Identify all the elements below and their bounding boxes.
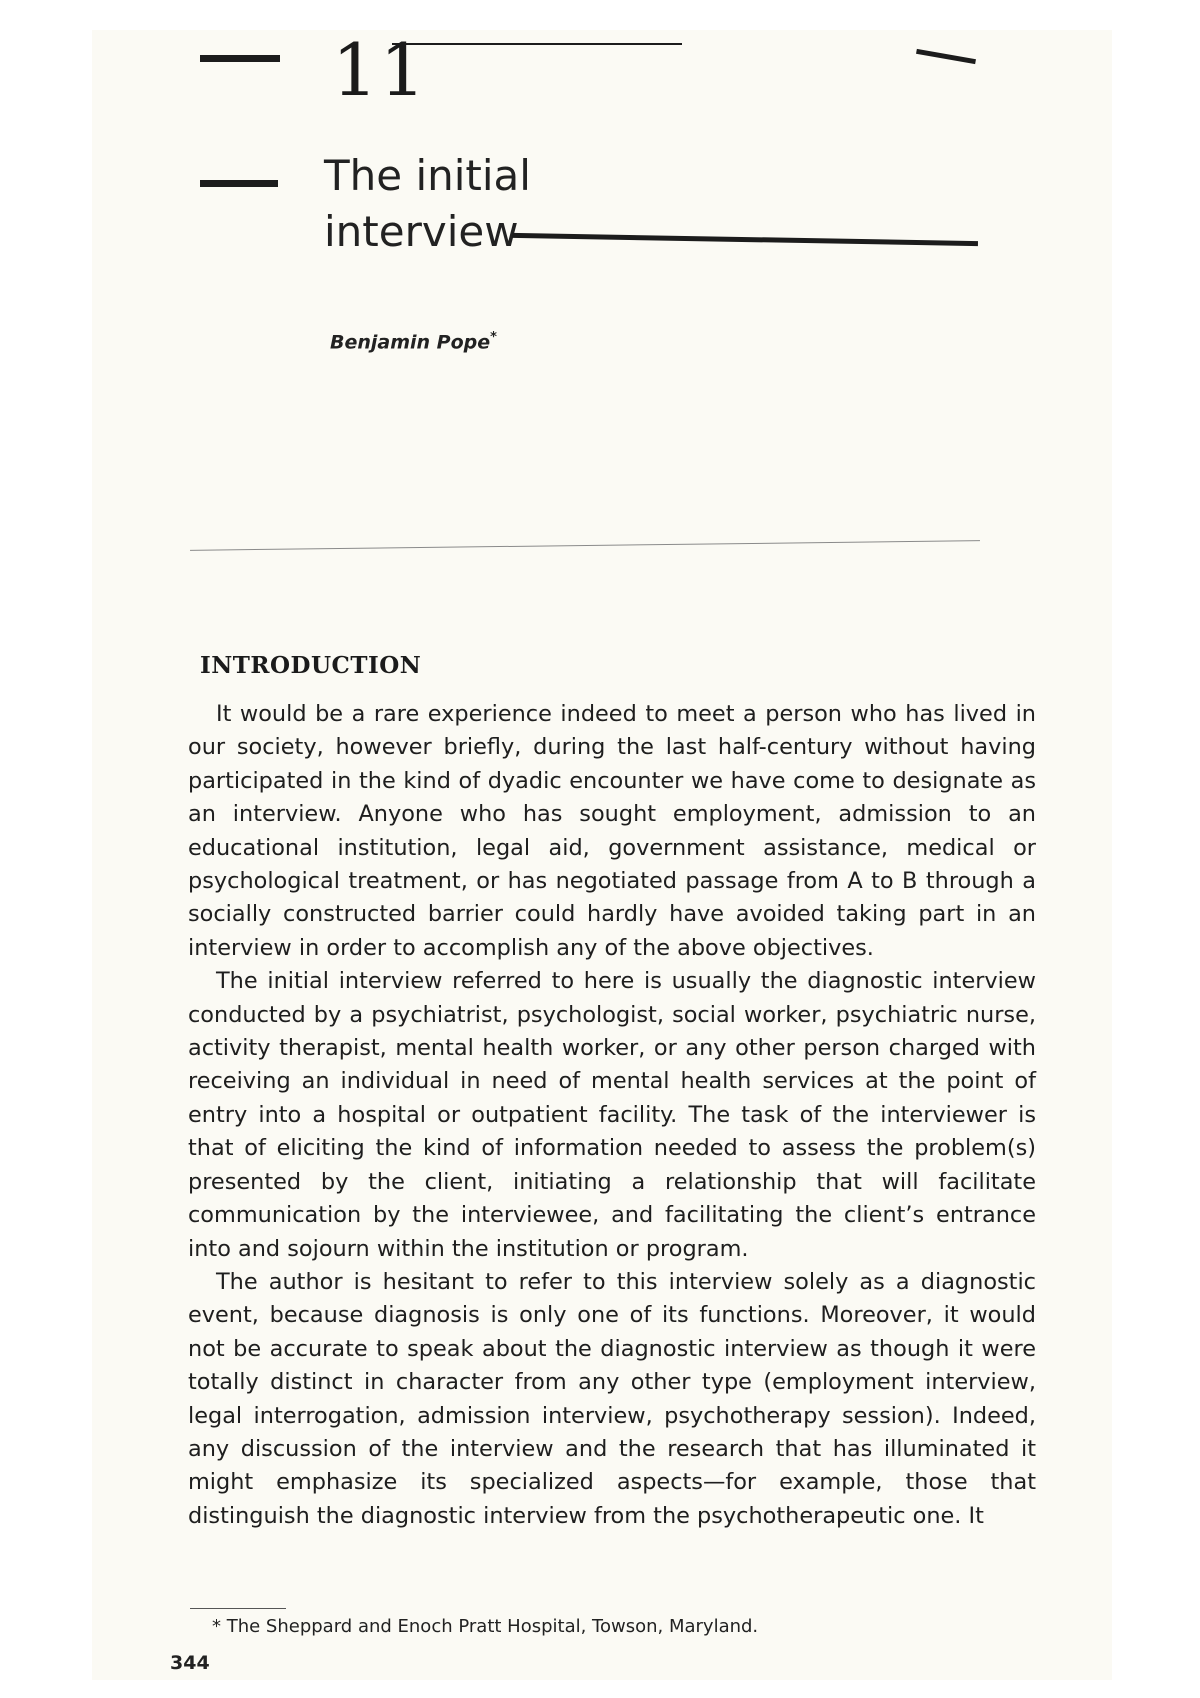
introduction-paragraph-2: The initial interview referred to here is usually the diagnostic interview conducted by a psychiatrist, psychologist, social worker, psychiatric nurse, activity therapist, mental health worker, or any other person charged with receiving an individual in need of mental health services at the point of entry into a hospital or outpatient facility. The task of the interviewer is that of eliciting the kind of information needed to assess the problem(s) presented by the client, initiating a relationship that will facilitate communication by the interviewee, and facilitating the client’s entrance into and sojourn within the institution or program. (188, 968, 1036, 1262)
chapter-title-rule-right (512, 233, 978, 246)
author-name (330, 330, 497, 353)
footnote-rule (190, 1608, 286, 1609)
chapter-title-rule-left (200, 180, 278, 187)
chapter-number: 11 (332, 28, 428, 112)
chapter-number-rule-right (392, 43, 682, 45)
author-name-text: Benjamin Pope (330, 331, 491, 354)
introduction-paragraph-3: The author is hesitant to refer to this interview solely as a diagnostic event, because diagnosis is only one of its functions. Moreover, it would not be accurate to speak about the diagnostic interview as though it were totally distinct in character from any other type (employment interview, legal interrogation, admission interview, psychotherapy session). Indeed, any discussion of the interview and the research that has illuminated it might emphasize its specialized aspects—for example, those that distinguish the diagnostic interview from the psychotherapeutic one. It (188, 1268, 1036, 1529)
introduction-heading: INTRODUCTION (200, 652, 422, 679)
chapter-title (324, 148, 531, 260)
chapter-corner-rule (916, 49, 976, 64)
section-divider (190, 540, 980, 551)
chapter-title-line-1: The initial (324, 151, 531, 200)
page-number: 344 (170, 1652, 210, 1674)
introduction-body (188, 698, 1036, 1533)
chapter-number-rule-left (200, 55, 280, 62)
book-page (92, 30, 1112, 1680)
introduction-paragraph-1: It would be a rare experience indeed to meet a person who has lived in our society, however briefly, during the last half-century without having participated in the kind of dyadic encounter we have come to designate as an interview. Anyone who has sought employment, admission to an educational institution, legal aid, government assistance, medical or psychological treatment, or has negotiated passage from A to B through a socially constructed barrier could hardly have avoided taking part in an interview in order to accomplish any of the above objectives. (188, 701, 1036, 961)
footnote: * The Sheppard and Enoch Pratt Hospital, Towson, Maryland. (212, 1616, 759, 1637)
chapter-title-line-2: interview (324, 207, 519, 256)
author-footnote-mark: * (490, 330, 497, 345)
